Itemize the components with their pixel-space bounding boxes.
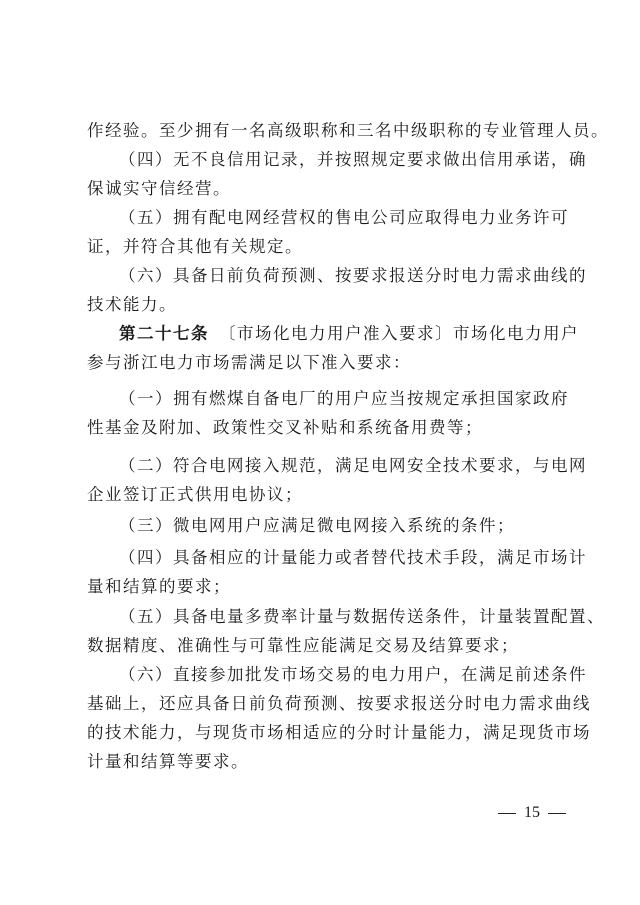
paragraph-item-6 — [87, 261, 587, 319]
page-footer — [490, 804, 574, 822]
text-line: （六）具备日前负荷预测、按要求报送分时电力需求曲线的 — [119, 266, 587, 285]
text-line: 性基金及附加、政策性交叉补贴和系统备用费等； — [87, 418, 483, 437]
text-line: （二）符合电网接入规范，满足电网安全技术要求，与电网 — [119, 456, 587, 475]
text-line: 企业签订正式供用电协议； — [87, 485, 303, 504]
text-line — [87, 319, 579, 348]
text-line: （五）具备电量多费率计量与数据传送条件，计量装置配置、 — [119, 607, 605, 626]
text-line: 技术能力。 — [87, 295, 177, 314]
article-number: 第二十七条 — [119, 324, 209, 343]
text-line: （六）直接参加批发市场交易的电力用户，在满足前述条件 — [119, 665, 587, 684]
paragraph-req-6 — [87, 660, 591, 776]
text-line: 的技术能力，与现货市场相适应的分时计量能力，满足现货市场 — [87, 723, 591, 742]
text-line: 证，并符合其他有关规定。 — [87, 237, 303, 256]
paragraph-req-3 — [87, 511, 567, 540]
paragraph-req-1 — [87, 384, 567, 442]
text-line: （一）拥有燃煤自备电厂的用户应当按规定承担国家政府 — [119, 389, 569, 408]
article-27 — [87, 319, 579, 377]
paragraph-item-5 — [87, 203, 567, 261]
text-line: 量和结算的要求； — [87, 577, 231, 596]
text-line: 基础上，还应具备日前负荷预测、按要求报送分时电力需求曲线 — [87, 694, 591, 713]
footer-dash-left — [498, 813, 516, 814]
text-line: （四）无不良信用记录，并按照规定要求做出信用承诺，确 — [119, 150, 587, 169]
text-line: 计量和结算等要求。 — [87, 752, 249, 771]
text-line: （三）微电网用户应满足微电网接入系统的条件； — [119, 516, 515, 535]
paragraph-req-4 — [87, 543, 587, 601]
paragraph-item-4 — [87, 145, 587, 203]
text-line: 保诚实守信经营。 — [87, 179, 231, 198]
text-line: 参与浙江电力市场需满足以下准入要求： — [87, 353, 411, 372]
footer-dash-right — [548, 813, 566, 814]
text-line: 数据精度、准确性与可靠性应能满足交易及结算要求； — [87, 636, 519, 655]
article-title: 〔市场化电力用户准入要求〕市场化电力用户 — [219, 324, 579, 343]
text-line: （五）拥有配电网经营权的售电公司应取得电力业务许可 — [119, 208, 569, 227]
text-line: （四）具备相应的计量能力或者替代技术手段，满足市场计 — [119, 548, 587, 567]
paragraph-req-2 — [87, 451, 587, 509]
text-line: 作经验。至少拥有一名高级职称和三名中级职称的专业管理人员。 — [87, 121, 609, 140]
paragraph-intro — [87, 116, 609, 145]
paragraph-req-5 — [87, 602, 605, 660]
page-number: 15 — [524, 804, 540, 821]
